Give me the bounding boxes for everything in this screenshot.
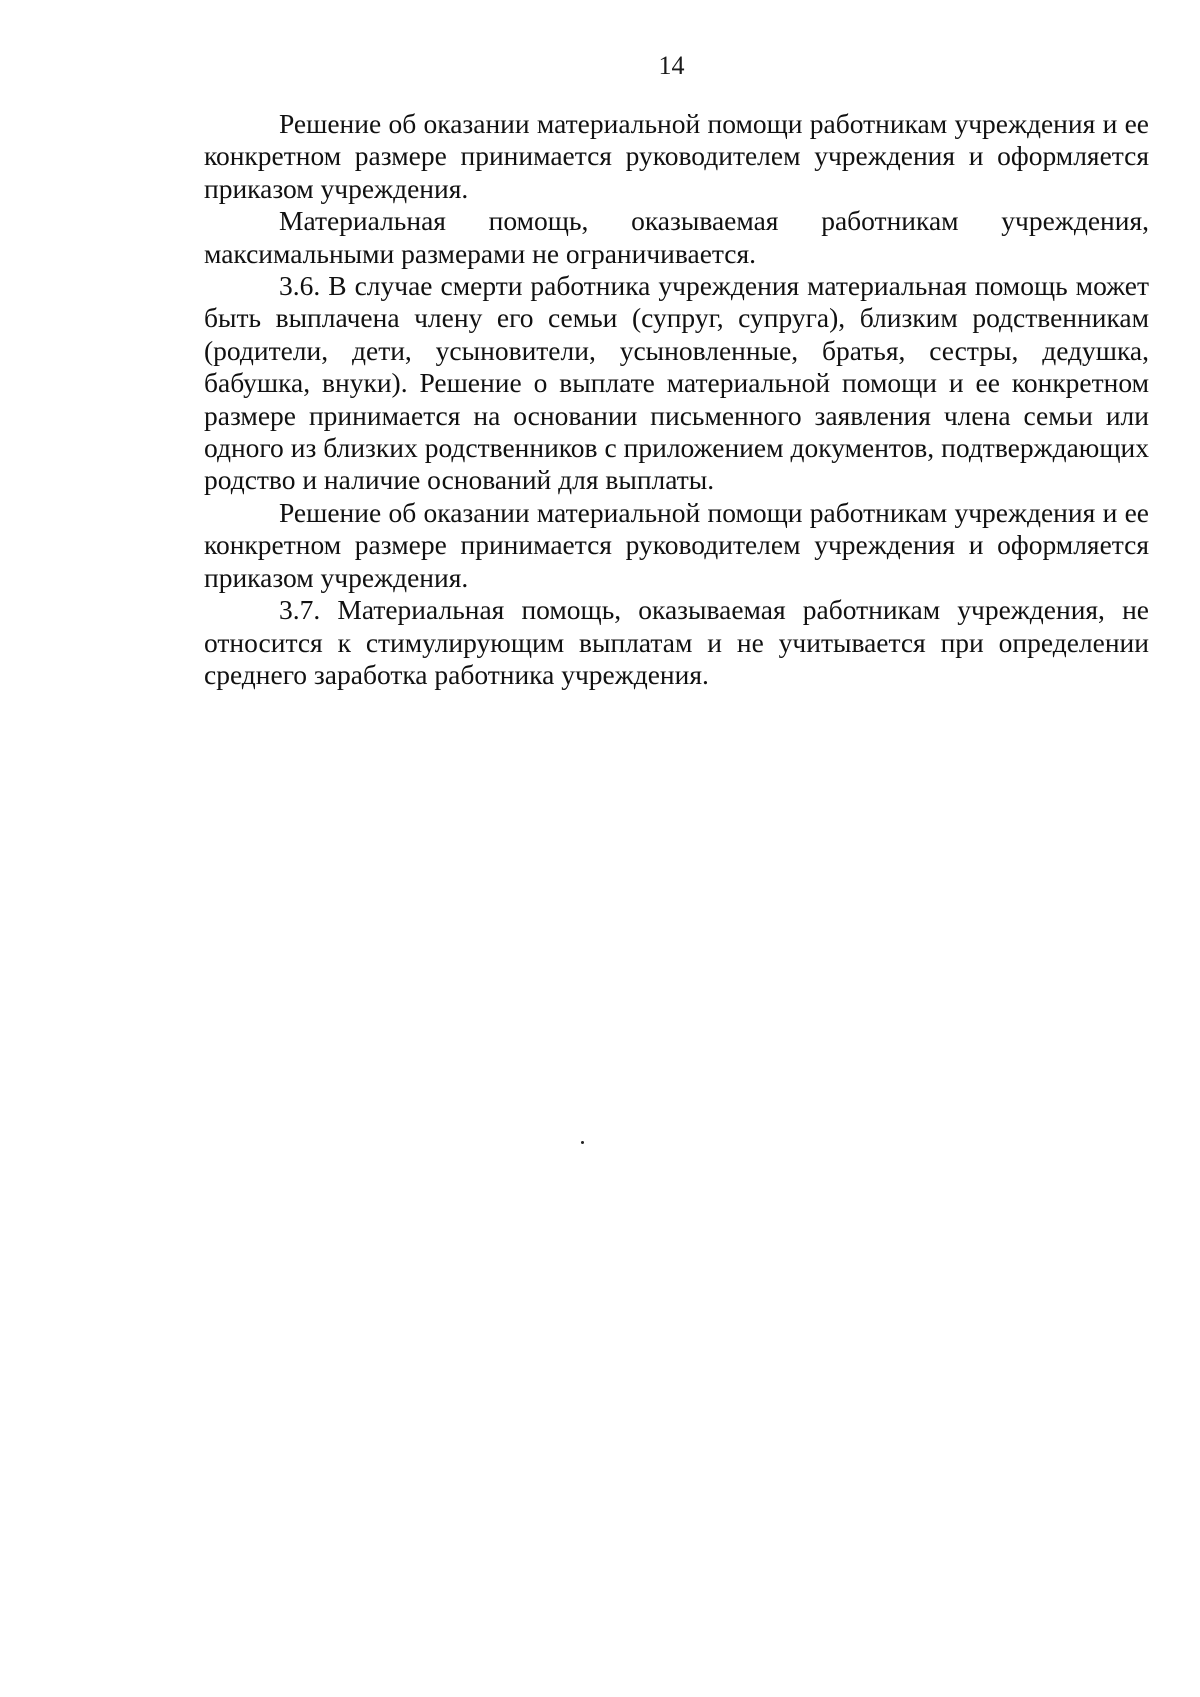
paragraph-no-limit: Материальная помощь, оказываемая работникам учреждения, максимальными размерами не ограничивается. (204, 205, 1149, 269)
page-number: 14 (658, 51, 685, 80)
scan-speck (581, 1141, 584, 1144)
document-body (204, 108, 1149, 691)
paragraph-3-7: 3.7. Материальная помощь, оказываемая работникам учреждения, не относится к стимулирующим выплатам и не учитывается при определении среднего заработка работника учреждения. (204, 594, 1149, 690)
paragraph-decision-1: Решение об оказании материальной помощи работникам учреждения и ее конкретном размере принимается руководителем учреждения и оформляется приказом учреждения. (204, 108, 1149, 204)
paragraph-decision-2: Решение об оказании материальной помощи работникам учреждения и ее конкретном размере принимается руководителем учреждения и оформляется приказом учреждения. (204, 496, 1149, 593)
paragraph-3-6: 3.6. В случае смерти работника учреждения материальная помощь может быть выплачена члену его семьи (супруг, супруга), близким родственникам (родители, дети, усыновители, усыновленные, братья, сестры, дедушка, бабушка, внуки). Решение о выплате материальной помощи и ее конкретном размере принимается на основании письменного заявления члена семьи или одного из близких родственников с приложением документов, подтверждающих родство и наличие оснований для выплаты. (204, 270, 1149, 496)
